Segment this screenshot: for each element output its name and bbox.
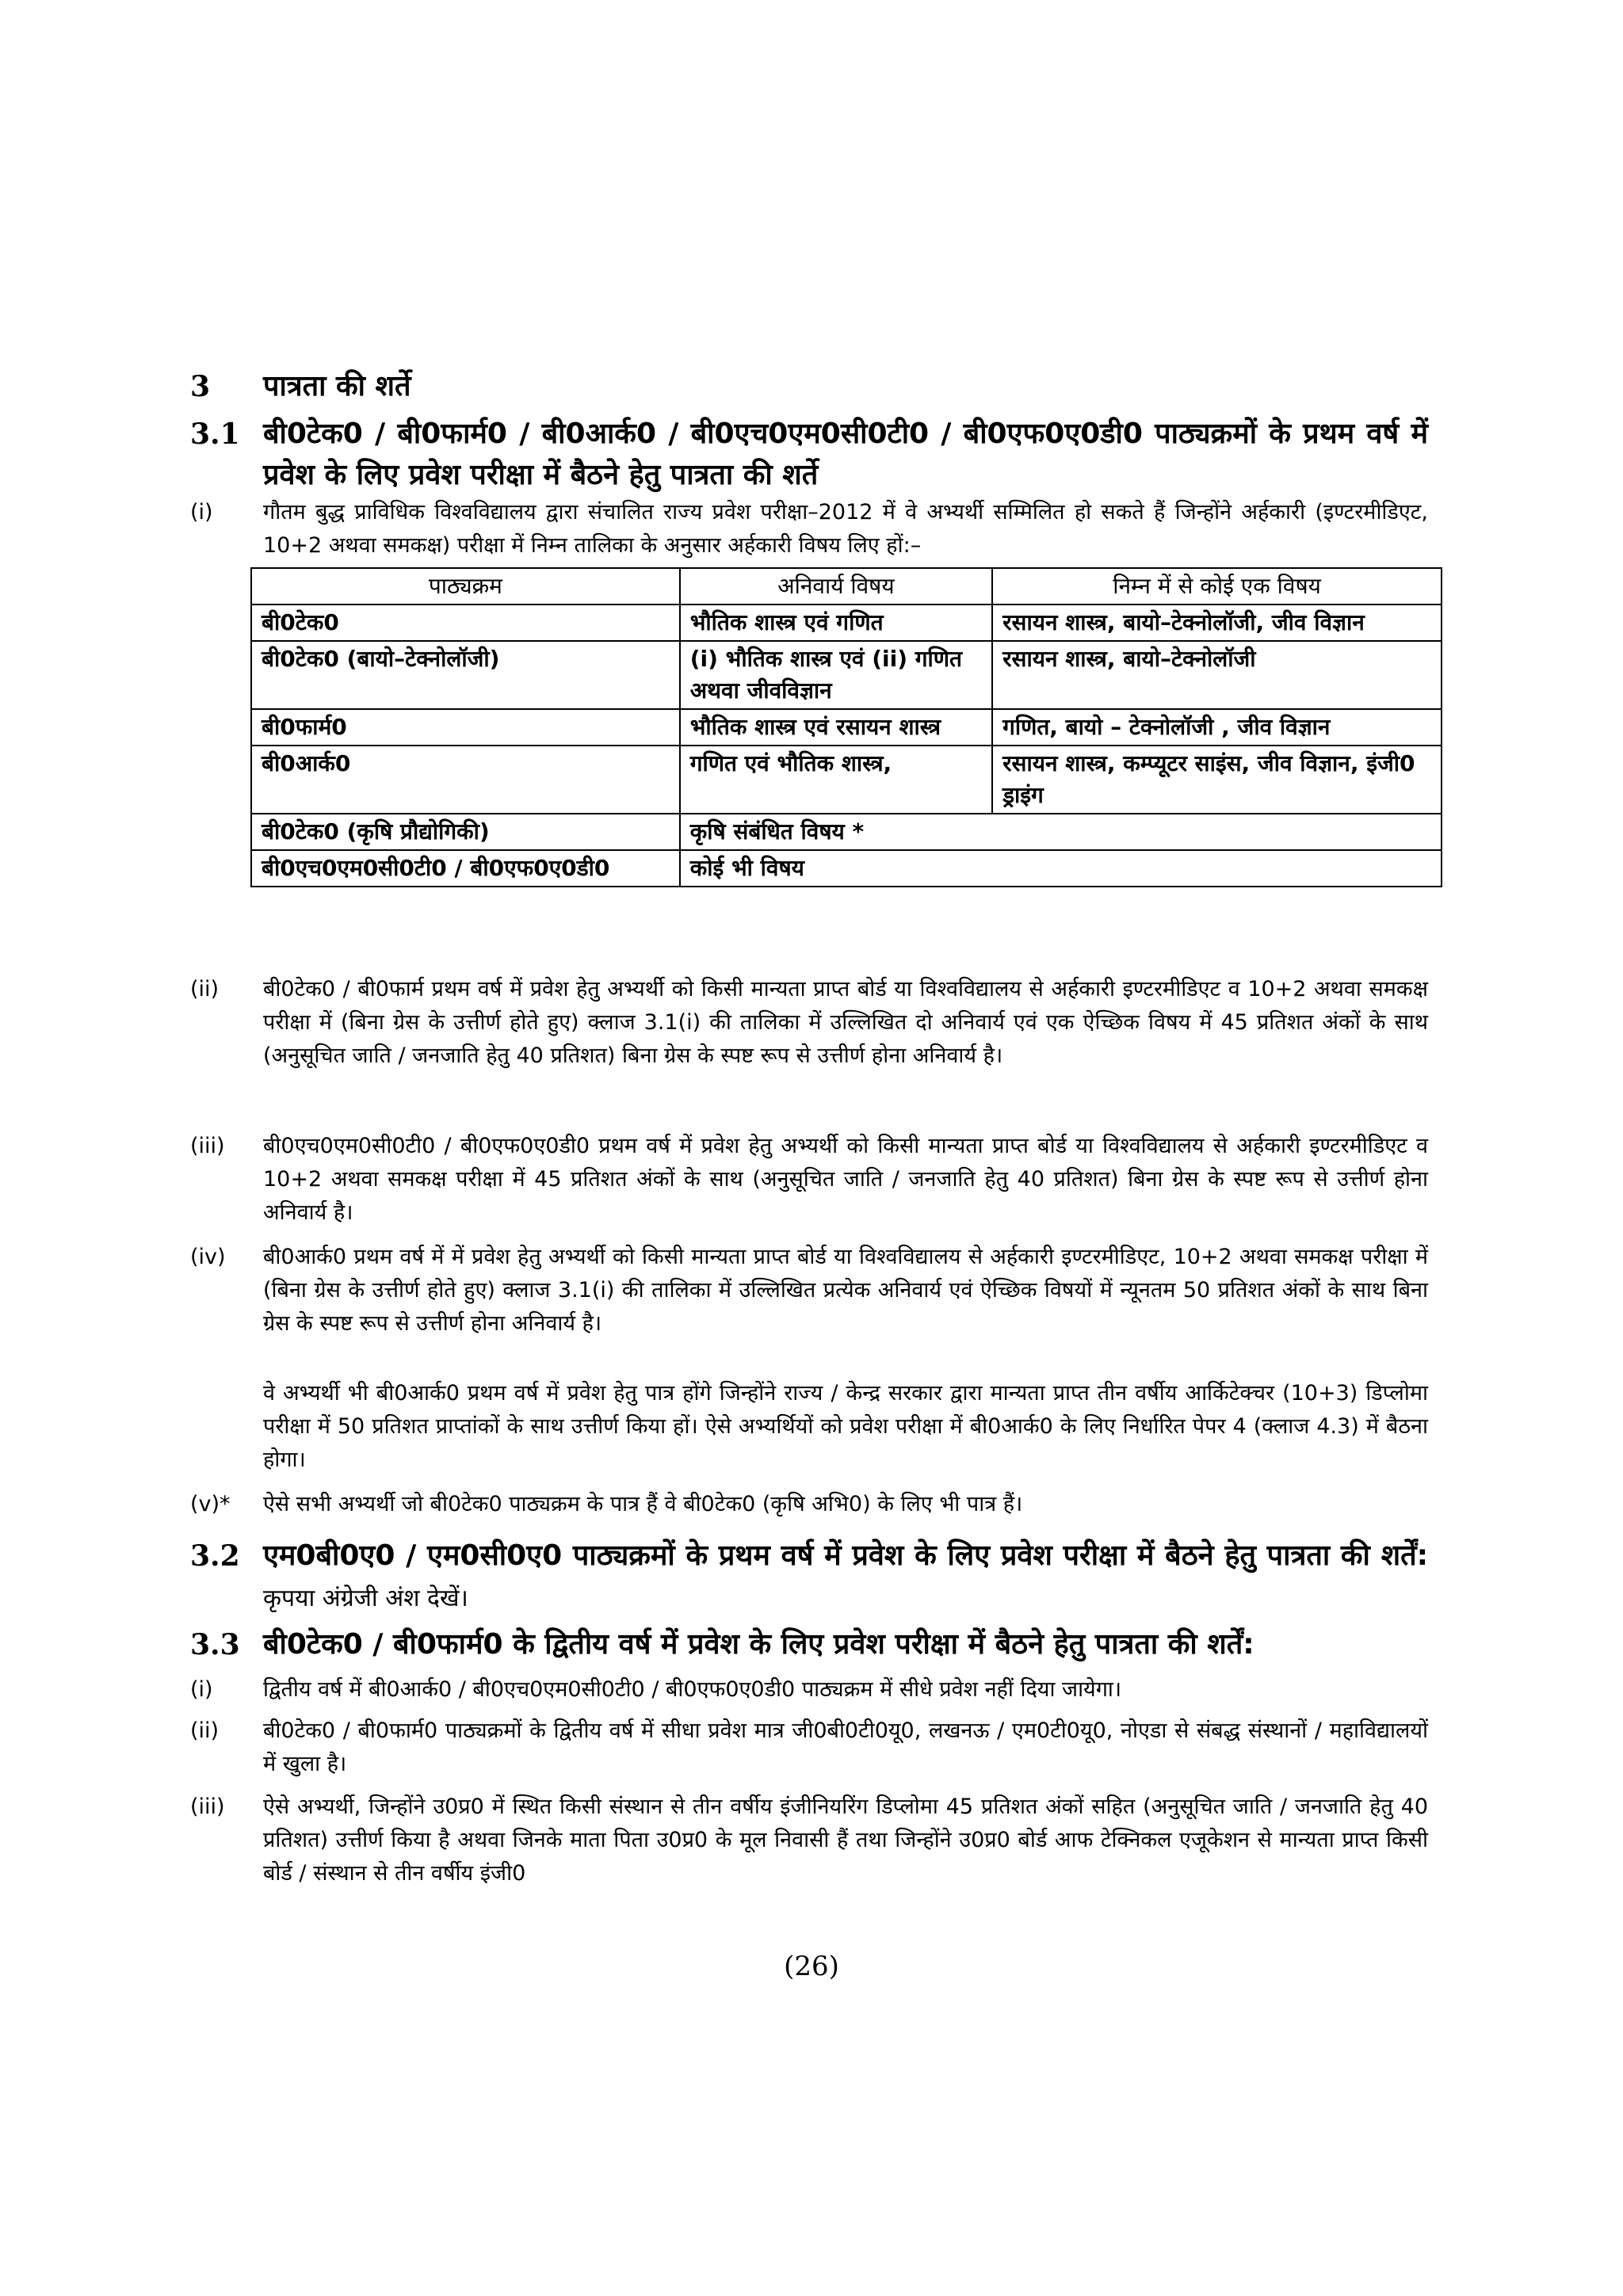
table-row: [251, 641, 1442, 709]
section-title: पात्रता की शर्ते: [263, 370, 411, 402]
clause-label: (ii): [190, 977, 220, 1001]
table-row: [251, 605, 1442, 641]
subject-cell: कृषि संबंधित विषय *: [680, 814, 1442, 850]
subsection-number: 3.1: [190, 418, 240, 451]
clause-text: द्वितीय वर्ष में बी0आर्क0 / बी0एच0एम0सी0टी0 / बी0एफ0ए0डी0 पाठ्यक्रम में सीधे प्रवेश नहीं दिया जायेगा।: [263, 1677, 1122, 1702]
course-cell: बी0एच0एम0सी0टी0 / बी0एफ0ए0डी0: [251, 850, 680, 887]
clause-label: (iv): [190, 1245, 226, 1269]
column-header-course: पाठ्यक्रम: [251, 568, 680, 605]
compulsory-cell: भौतिक शास्त्र एवं रसायन शास्त्र: [680, 709, 992, 746]
clause-label: (ii): [190, 1718, 220, 1743]
optional-cell: रसायन शास्त्र, बायो–टेक्नोलॉजी: [992, 641, 1442, 709]
clause-3-1-i: [190, 496, 1428, 563]
eligibility-table: [250, 567, 1442, 887]
table-row: [251, 709, 1442, 746]
clause-3-3-i: [190, 1673, 1428, 1707]
subsection-3-2-heading: [190, 1535, 1428, 1619]
clause-3-1-ii: [190, 973, 1428, 1073]
clause-label: (i): [190, 500, 213, 524]
clause-3-3-ii: [190, 1714, 1428, 1781]
clause-3-1-iii: [190, 1130, 1428, 1230]
clause-label: (iii): [190, 1134, 225, 1158]
course-cell: बी0फार्म0: [251, 709, 680, 746]
compulsory-cell: भौतिक शास्त्र एवं गणित: [680, 605, 992, 641]
clause-text: बी0टेक0 / बी0फार्म प्रथम वर्ष में प्रवेश हेतु अभ्यर्थी को किसी मान्यता प्राप्त बोर्ड या विश्वविद्यालय से अर्हकारी इण्टरमीडिएट व 10+2 अथवा समकक्ष परीक्षा में (बिना ग्रेस के उत्तीर्ण होते हुए) क्लाज 3.1(i) की तालिका में उल्लिखित दो अनिवार्य एवं एक ऐच्छिक विषय में 45 प्रतिशत अंकों के साथ (अनुसूचित जाति / जनजाति हेतु 40 प्रतिशत) बिना ग्रेस के स्पष्ट रूप से उत्तीर्ण होना अनिवार्य है।: [263, 977, 1428, 1068]
course-cell: बी0टेक0 (कृषि प्रौद्योगिकी): [251, 814, 680, 850]
subsection-note: कृपया अंग्रेजी अंश देखें।: [263, 1585, 468, 1612]
table-header-row: [251, 568, 1442, 605]
clause-label: (i): [190, 1677, 213, 1702]
subsection-3-3-heading: [190, 1624, 1428, 1665]
clause-text: ऐसे अभ्यर्थी, जिन्होंने उ0प्र0 में स्थित किसी संस्थान से तीन वर्षीय इंजीनियरिंग डिप्लोमा 45 प्रतिशत अंकों सहित (अनुसूचित जाति / जनजाति हेतु 40 प्रतिशत) उत्तीर्ण किया है अथवा जिनके माता पिता उ0प्र0 के मूल निवासी हैं तथा जिन्होंने उ0प्र0 बोर्ड आफ टेक्निकल एजूकेशन से मान्यता प्राप्त किसी बोर्ड / संस्थान से तीन वर्षीय इंजी0: [263, 1794, 1428, 1886]
section-heading: [190, 366, 1428, 407]
clause-3-1-iv: [190, 1241, 1428, 1341]
clause-text: गौतम बुद्ध प्राविधिक विश्वविद्यालय द्वारा संचालित राज्य प्रवेश परीक्षा–2012 में वे अभ्यर्थी सम्मिलित हो सकते हैं जिन्होंने अर्हकारी (इण्टरमीडिएट, 10+2 अथवा समकक्ष) परीक्षा में निम्न तालिका के अनुसार अर्हकारी विषय लिए हों:–: [263, 500, 1428, 558]
subsection-number: 3.2: [190, 1539, 240, 1573]
clause-text: बी0टेक0 / बी0फार्म0 पाठ्यक्रमों के द्वितीय वर्ष में सीधा प्रवेश मात्र जी0बी0टी0यू0, लखनऊ / एम0टी0यू0, नोएडा से संबद्ध संस्थानों / महाविद्यालयों में खुला है।: [263, 1718, 1428, 1776]
column-header-optional: निम्न में से कोई एक विषय: [992, 568, 1442, 605]
page-number: (26): [784, 1951, 839, 1982]
clause-3-3-iii: [190, 1791, 1428, 1890]
optional-cell: रसायन शास्त्र, बायो–टेक्नोलॉजी, जीव विज्ञान: [992, 605, 1442, 641]
clause-label: (iii): [190, 1794, 225, 1819]
clause-text: बी0एच0एम0सी0टी0 / बी0एफ0ए0डी0 प्रथम वर्ष में प्रवेश हेतु अभ्यर्थी को किसी मान्यता प्राप्त बोर्ड या विश्वविद्यालय से अर्हकारी इण्टरमीडिएट व 10+2 अथवा समकक्ष परीक्षा में 45 प्रतिशत अंकों के साथ (अनुसूचित जाति / जनजाति हेतु 40 प्रतिशत) बिना ग्रेस के स्पष्ट रूप से उत्तीर्ण होना अनिवार्य है।: [263, 1134, 1428, 1225]
subsection-title: बी0टेक0 / बी0फार्म0 के द्वितीय वर्ष में प्रवेश के लिए प्रवेश परीक्षा में बैठने हेतु पात्रता की शर्तें:: [263, 1628, 1254, 1661]
clause-3-1-iv-continuation: वे अभ्यर्थी भी बी0आर्क0 प्रथम वर्ष में प्रवेश हेतु पात्र होंगे जिन्होंने राज्य / केन्द्र सरकार द्वारा मान्यता प्राप्त तीन वर्षीय आर्किटेक्चर (10+3) डिप्लोमा परीक्षा में 50 प्रतिशत प्राप्तांकों के साथ उत्तीर्ण किया हों। ऐसे अभ्यर्थियों को प्रवेश परीक्षा में बी0आर्क0 के लिए निर्धारित पेपर 4 (क्लाज 4.3) में बैठना होगा।: [263, 1381, 1428, 1472]
table-row: [251, 850, 1442, 887]
compulsory-cell: (i) भौतिक शास्त्र एवं (ii) गणित अथवा जीवविज्ञान: [680, 641, 992, 709]
course-cell: बी0टेक0 (बायो–टेक्नोलॉजी): [251, 641, 680, 709]
clause-text: ऐसे सभी अभ्यर्थी जो बी0टेक0 पाठ्यक्रम के पात्र हैं वे बी0टेक0 (कृषि अभि0) के लिए भी पात्र हैं।: [263, 1492, 1023, 1516]
course-cell: बी0टेक0: [251, 605, 680, 641]
clause-3-1-v: [190, 1488, 1428, 1521]
subsection-number: 3.3: [190, 1628, 240, 1661]
subsection-3-1-heading: [190, 414, 1428, 496]
subsection-title: बी0टेक0 / बी0फार्म0 / बी0आर्क0 / बी0एच0एम0सी0टी0 / बी0एफ0ए0डी0 पाठ्यक्रमों के प्रथम वर्ष में प्रवेश के लिए प्रवेश परीक्षा में बैठने हेतु पात्रता की शर्ते: [263, 418, 1428, 491]
compulsory-cell: गणित एवं भौतिक शास्त्र,: [680, 746, 992, 814]
optional-cell: रसायन शास्त्र, कम्प्यूटर साइंस, जीव विज्ञान, इंजी0 ड्राइंग: [992, 746, 1442, 814]
subsection-title: एम0बी0ए0 / एम0सी0ए0 पाठ्यक्रमों के प्रथम वर्ष में प्रवेश के लिए प्रवेश परीक्षा में बैठने हेतु पात्रता की शर्तें:: [263, 1539, 1428, 1572]
optional-cell: गणित, बायो – टेक्नोलॉजी , जीव विज्ञान: [992, 709, 1442, 746]
column-header-compulsory: अनिवार्य विषय: [680, 568, 992, 605]
section-number: 3: [190, 370, 211, 403]
course-cell: बी0आर्क0: [251, 746, 680, 814]
table-row: [251, 814, 1442, 850]
table-row: [251, 746, 1442, 814]
clause-label: (v)*: [190, 1492, 231, 1516]
subject-cell: कोई भी विषय: [680, 850, 1442, 887]
clause-text: बी0आर्क0 प्रथम वर्ष में में प्रवेश हेतु अभ्यर्थी को किसी मान्यता प्राप्त बोर्ड या विश्वविद्यालय से अर्हकारी इण्टरमीडिएट, 10+2 अथवा समकक्ष परीक्षा में (बिना ग्रेस के उत्तीर्ण होते हुए) क्लाज 3.1(i) की तालिका में उल्लिखित प्रत्येक अनिवार्य एवं ऐच्छिक विषयों में न्यूनतम 50 प्रतिशत अंकों के साथ बिना ग्रेस के स्पष्ट रूप से उत्तीर्ण होना अनिवार्य है।: [263, 1245, 1428, 1336]
